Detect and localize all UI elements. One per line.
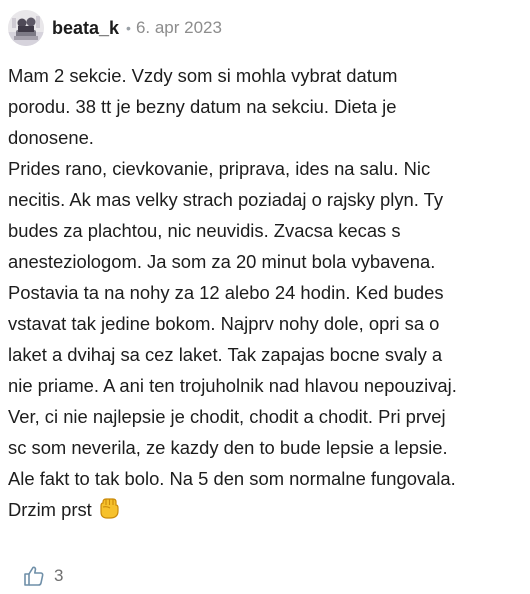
body-line: porodu. 38 tt je bezny datum na sekciu. Dieta je [8, 96, 397, 117]
body-line: donosene. [8, 127, 94, 148]
like-count: 3 [54, 566, 64, 585]
body-line: anesteziologom. Ja som za 20 minut bola vybavena. [8, 251, 436, 272]
body-line-last [8, 494, 528, 529]
body-line: Postavia ta na nohy za 12 alebo 24 hodin. Ked budes [8, 282, 444, 303]
avatar-image-icon [8, 10, 44, 46]
body-line: Prides rano, cievkovanie, priprava, ides na salu. Nic [8, 158, 431, 179]
body-line: vstavat tak jedine bokom. Najprv nohy dole, opri sa o [8, 313, 440, 334]
body-line: Mam 2 sekcie. Vzdy som si mohla vybrat datum [8, 65, 398, 86]
thumbs-up-icon[interactable] [22, 564, 46, 588]
avatar[interactable] [8, 10, 44, 46]
comment-header [8, 10, 222, 46]
fist-emoji-icon [98, 496, 120, 529]
body-line: Ver, ci nie najlepsie je chodit, chodit a chodit. Pri prvej [8, 406, 446, 427]
body-line: budes za plachtou, nic neuvidis. Zvacsa kecas s [8, 220, 401, 241]
post-date: 6. apr 2023 [135, 18, 222, 37]
author-name[interactable]: beata_k [52, 17, 120, 38]
meta-separator: • [126, 20, 131, 36]
body-line: sc som neverila, ze kazdy den to bude lepsie a lepsie. [8, 437, 448, 458]
body-line: Ale fakt to tak bolo. Na 5 den som normalne fungovala. [8, 468, 456, 489]
comment-footer [22, 564, 63, 588]
body-line-text: Drzim prst [8, 499, 92, 520]
body-line: laket a dvihaj sa cez laket. Tak zapajas bocne svaly a [8, 344, 443, 365]
body-line: nie priame. A ani ten trojuholnik nad hlavou nepouzivaj. [8, 375, 457, 396]
comment-body [8, 60, 528, 529]
body-line: necitis. Ak mas velky strach poziadaj o rajsky plyn. Ty [8, 189, 444, 210]
